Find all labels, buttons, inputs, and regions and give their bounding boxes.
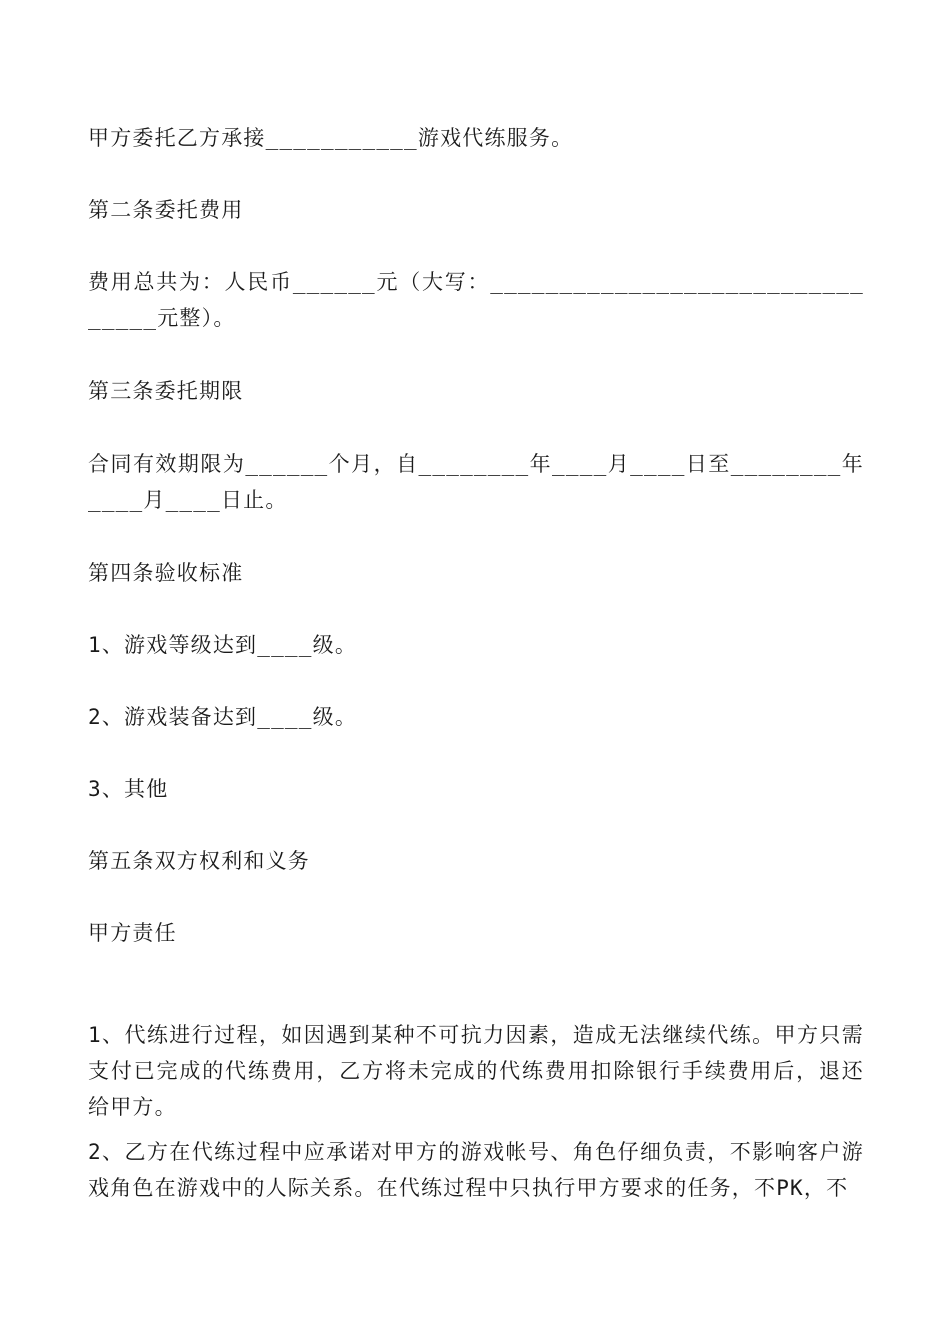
paragraph-term: 合同有效期限为______个月，自________年____月____日至________年____月____日止。	[88, 452, 864, 512]
paragraph-fee: 费用总共为：人民币______元（大写：________________________________元整）。	[88, 270, 864, 330]
heading-party-a-duties: 甲方责任	[88, 921, 177, 945]
heading-article-3: 第三条委托期限	[88, 379, 244, 403]
heading-article-4: 第四条验收标准	[88, 561, 244, 585]
paragraph-duty-2: 2、乙方在代练过程中应承诺对甲方的游戏帐号、角色仔细负责，不影响客户游戏角色在游戏中的人际关系。在代练过程中只执行甲方要求的任务，不PK，不	[88, 1140, 864, 1200]
paragraph-duty-1: 1、代练进行过程，如因遇到某种不可抗力因素，造成无法继续代练。甲方只需支付已完成的代练费用，乙方将未完成的代练费用扣除银行手续费用后，退还给甲方。	[88, 1023, 864, 1119]
paragraph-service-scope: 甲方委托乙方承接___________游戏代练服务。	[88, 126, 574, 150]
list-item-other: 3、其他	[88, 777, 169, 801]
list-item-level: 1、游戏等级达到____级。	[88, 633, 358, 657]
heading-article-2: 第二条委托费用	[88, 198, 244, 222]
list-item-equipment: 2、游戏装备达到____级。	[88, 705, 358, 729]
heading-article-5: 第五条双方权利和义务	[88, 849, 310, 873]
